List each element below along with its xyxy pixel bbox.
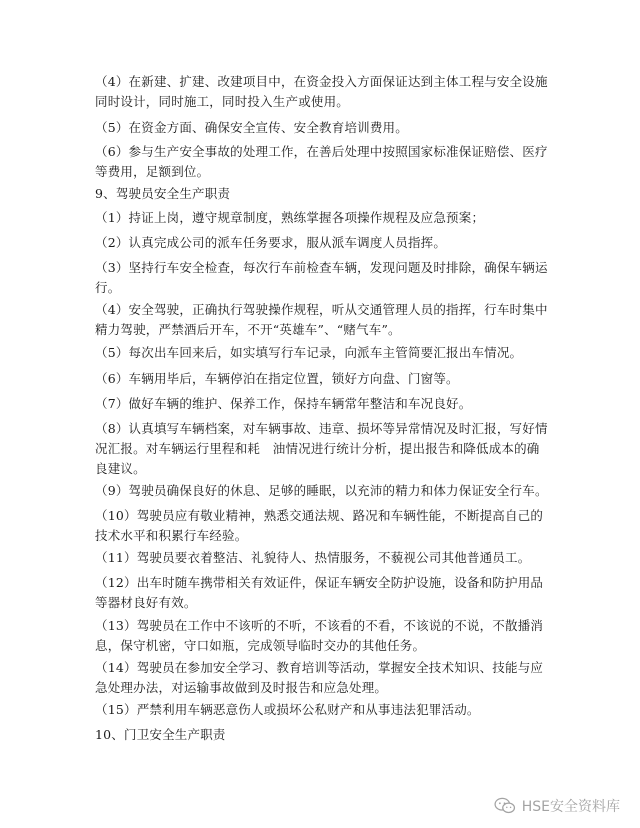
- paragraph: （2）认真完成公司的派车任务要求，服从派车调度人员指挥。: [95, 235, 447, 250]
- paragraph: （13）驾驶员在工作中不该听的不听，不该看的不看，不该说的不说，不散播消息，保守机密，守口如瓶，完成领导临时交办的其他任务。: [95, 618, 544, 653]
- paragraph: （3）坚持行车安全检查，每次行车前检查车辆，发现问题及时排除，确保车辆运行。: [95, 260, 548, 295]
- section-heading: 9、驾驶员安全生产职责: [95, 186, 231, 201]
- paragraph: （9）驾驶员确保良好的休息、足够的睡眠，以充沛的精力和体力保证安全行车。: [95, 483, 548, 498]
- paragraph: （6）车辆用毕后，车辆停泊在指定位置，锁好方向盘、门窗等。: [95, 371, 459, 386]
- watermark-text: HSE安全资料库: [521, 799, 620, 815]
- paragraph: （11）驾驶员要衣着整洁、礼貌待人、热情服务，不藐视公司其他普通员工。: [95, 550, 531, 565]
- paragraph: （8）认真填写车辆档案，对车辆事故、违章、损坏等异常情况及时汇报，写好情况汇报。对车辆运行里程和耗 油情况进行统计分析，提出报告和降低成本的确良建议。: [95, 421, 548, 476]
- paragraph: （15）严禁利用车辆恶意伤人或损坏公私财产和从事违法犯罪活动。: [95, 702, 480, 717]
- paragraph: （10）驾驶员应有敬业精神，熟悉交通法规、路况和车辆性能，不断提高自己的技术水平和积累行车经验。: [95, 508, 544, 543]
- wechat-icon: [494, 797, 516, 815]
- paragraph: （5）每次出车回来后，如实填写行车记录，向派车主管简要汇报出车情况。: [95, 345, 523, 360]
- paragraph: （12）出车时随车携带相关有效证件，保证车辆安全防护设施，设备和防护用品等器材良好有效。: [95, 575, 544, 610]
- paragraph: （4）安全驾驶，正确执行驾驶操作规程，听从交通管理人员的指挥，行车时集中精力驾驶，严禁酒后开车，不开“英雄车”、“赌气车”。: [95, 302, 548, 337]
- paragraph: （5）在资金方面、确保安全宣传、安全教育培训费用。: [95, 120, 408, 135]
- paragraph: （6）参与生产安全事故的处理工作，在善后处理中按照国家标准保证赔偿、医疗等费用，足额到位。: [95, 144, 548, 179]
- watermark: [494, 796, 620, 816]
- section-heading: 10、门卫安全生产职责: [95, 727, 226, 742]
- paragraph: （7）做好车辆的维护、保养工作，保持车辆常年整洁和车况良好。: [95, 396, 472, 411]
- paragraph: （4）在新建、扩建、改建项目中，在资金投入方面保证达到主体工程与安全设施同时设计，同时施工，同时投入生产或使用。: [95, 74, 548, 109]
- paragraph: （14）驾驶员在参加安全学习、教育培训等活动，掌握安全技术知识、技能与应急处理办法，对运输事故做到及时报告和应急处理。: [95, 660, 544, 695]
- paragraph: （1）持证上岗，遵守规章制度，熟练掌握各项操作规程及应急预案；: [95, 210, 485, 225]
